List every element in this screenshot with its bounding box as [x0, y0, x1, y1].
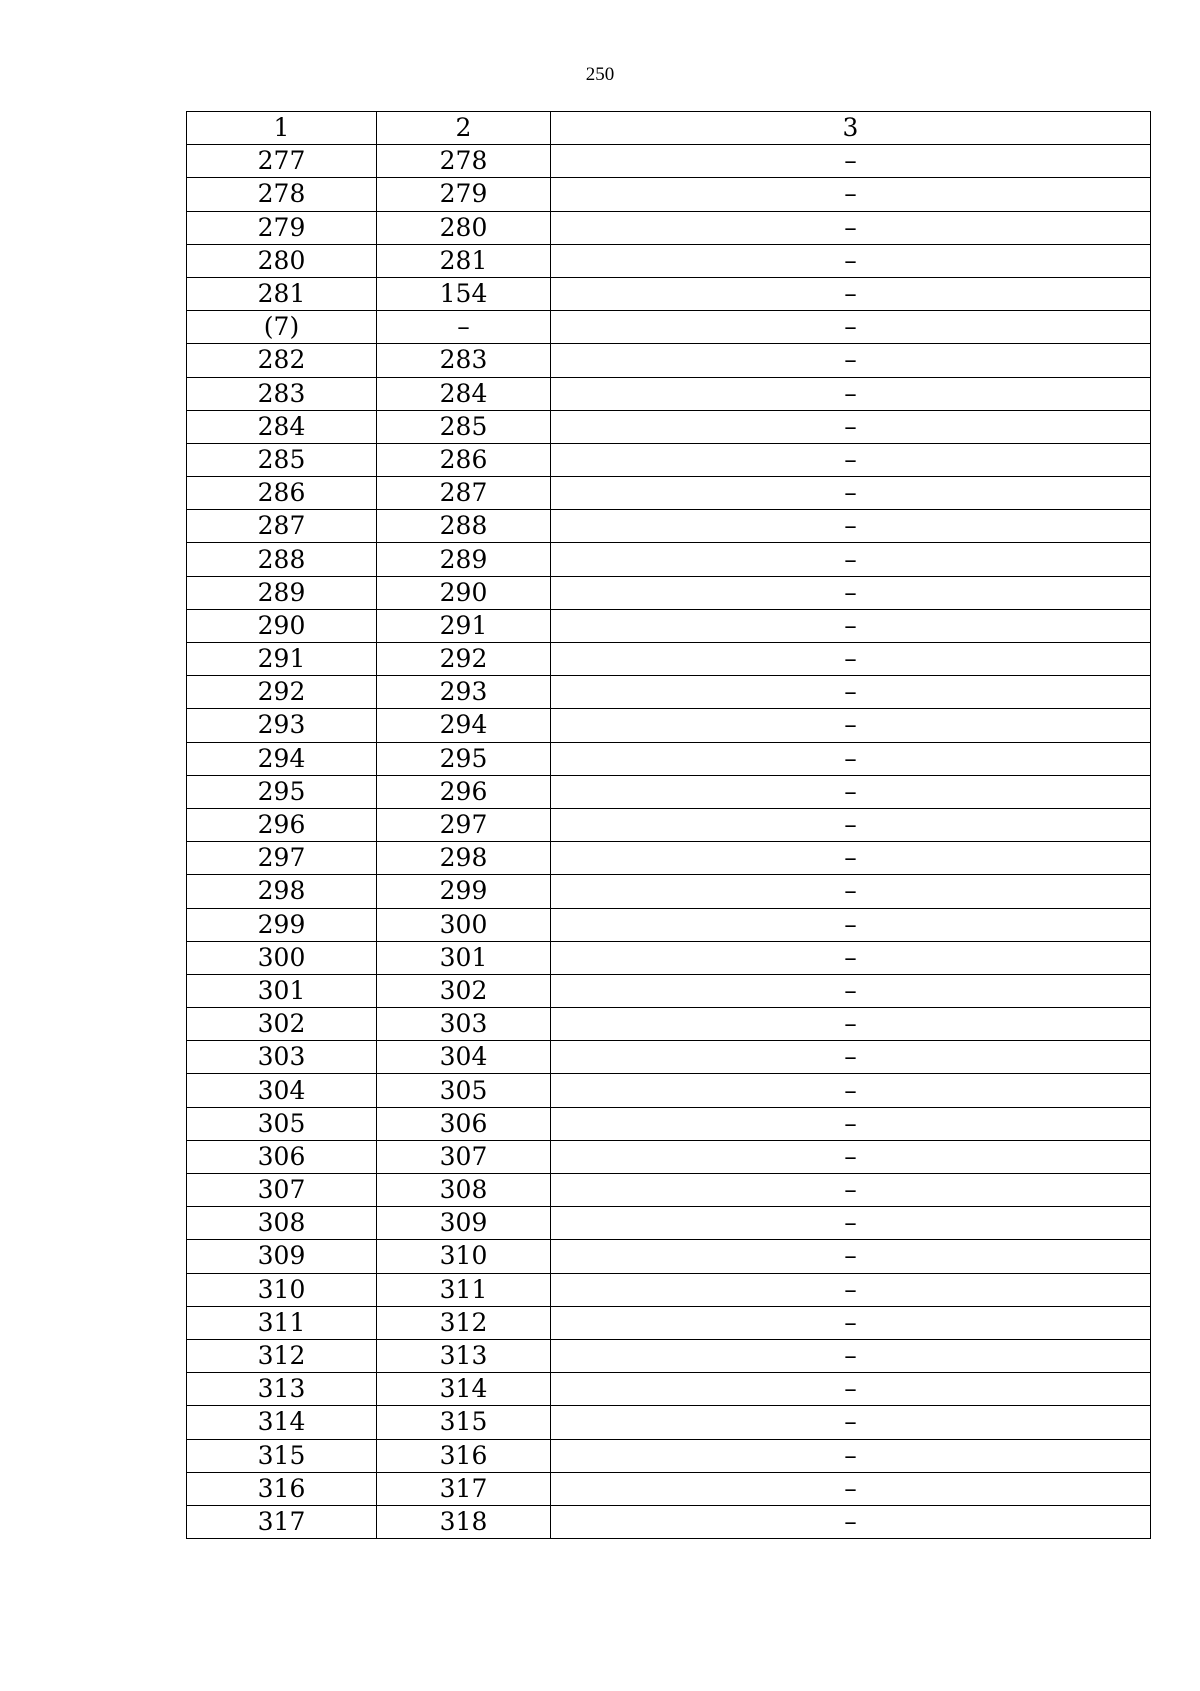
table-cell-col-2: 286 — [377, 443, 551, 476]
table-cell-col-2: 279 — [377, 178, 551, 211]
table-row — [187, 609, 1151, 642]
table-cell-col-1: 299 — [187, 908, 377, 941]
table-row — [187, 1505, 1151, 1538]
table-cell-col-1: 297 — [187, 842, 377, 875]
table-cell-col-1: 286 — [187, 477, 377, 510]
table-cell-col-2: 304 — [377, 1041, 551, 1074]
table-cell-col-1: 290 — [187, 609, 377, 642]
table-cell-col-3: – — [551, 344, 1151, 377]
table-cell-col-3: – — [551, 1273, 1151, 1306]
table-cell-col-1: 281 — [187, 277, 377, 310]
table-container — [186, 111, 1150, 1539]
table-cell-col-3: – — [551, 808, 1151, 841]
table-row — [187, 211, 1151, 244]
table-cell-col-2: 301 — [377, 941, 551, 974]
table-row — [187, 742, 1151, 775]
table-row — [187, 477, 1151, 510]
table-cell-col-3: – — [551, 510, 1151, 543]
table-row — [187, 1140, 1151, 1173]
table-cell-col-3: – — [551, 311, 1151, 344]
table-cell-col-3: – — [551, 908, 1151, 941]
column-header-3: 3 — [551, 112, 1151, 145]
table-row — [187, 344, 1151, 377]
table-cell-col-2: 305 — [377, 1074, 551, 1107]
table-cell-col-1: 288 — [187, 543, 377, 576]
table-cell-col-1: 305 — [187, 1107, 377, 1140]
table-cell-col-3: – — [551, 742, 1151, 775]
table-cell-col-3: – — [551, 875, 1151, 908]
table-cell-col-1: (7) — [187, 311, 377, 344]
table-cell-col-1: 304 — [187, 1074, 377, 1107]
table-cell-col-1: 282 — [187, 344, 377, 377]
table-cell-col-2: 284 — [377, 377, 551, 410]
table-cell-col-2: 318 — [377, 1505, 551, 1538]
table-cell-col-3: – — [551, 576, 1151, 609]
table-cell-col-2: 294 — [377, 709, 551, 742]
table-row — [187, 775, 1151, 808]
table-cell-col-3: – — [551, 211, 1151, 244]
table-cell-col-2: 283 — [377, 344, 551, 377]
table-cell-col-3: – — [551, 1505, 1151, 1538]
table-cell-col-1: 313 — [187, 1373, 377, 1406]
table-cell-col-1: 306 — [187, 1140, 377, 1173]
table-row — [187, 1339, 1151, 1372]
table-row — [187, 1472, 1151, 1505]
table-cell-col-3: – — [551, 842, 1151, 875]
data-table — [186, 111, 1151, 1539]
table-row — [187, 1439, 1151, 1472]
table-cell-col-3: – — [551, 145, 1151, 178]
table-cell-col-1: 293 — [187, 709, 377, 742]
table-cell-col-2: 300 — [377, 908, 551, 941]
table-row — [187, 1174, 1151, 1207]
table-cell-col-2: 291 — [377, 609, 551, 642]
table-cell-col-2: 316 — [377, 1439, 551, 1472]
table-row — [187, 643, 1151, 676]
table-cell-col-2: 287 — [377, 477, 551, 510]
table-cell-col-3: – — [551, 1008, 1151, 1041]
table-row — [187, 1406, 1151, 1439]
table-cell-col-1: 310 — [187, 1273, 377, 1306]
table-header-row — [187, 112, 1151, 145]
table-cell-col-3: – — [551, 543, 1151, 576]
table-row — [187, 1207, 1151, 1240]
table-cell-col-3: – — [551, 941, 1151, 974]
table-row — [187, 410, 1151, 443]
table-cell-col-3: – — [551, 1439, 1151, 1472]
table-cell-col-2: 288 — [377, 510, 551, 543]
table-cell-col-3: – — [551, 178, 1151, 211]
table-cell-col-1: 309 — [187, 1240, 377, 1273]
table-cell-col-2: 314 — [377, 1373, 551, 1406]
table-cell-col-2: 278 — [377, 145, 551, 178]
table-body — [187, 145, 1151, 1539]
table-row — [187, 178, 1151, 211]
table-row — [187, 842, 1151, 875]
table-cell-col-2: 299 — [377, 875, 551, 908]
table-cell-col-2: 315 — [377, 1406, 551, 1439]
table-row — [187, 277, 1151, 310]
table-cell-col-1: 303 — [187, 1041, 377, 1074]
table-cell-col-2: 313 — [377, 1339, 551, 1372]
table-cell-col-2: 281 — [377, 244, 551, 277]
table-cell-col-2: 154 — [377, 277, 551, 310]
table-cell-col-1: 279 — [187, 211, 377, 244]
table-cell-col-3: – — [551, 974, 1151, 1007]
table-row — [187, 576, 1151, 609]
table-row — [187, 1240, 1151, 1273]
table-cell-col-1: 294 — [187, 742, 377, 775]
table-row — [187, 443, 1151, 476]
table-cell-col-1: 295 — [187, 775, 377, 808]
table-cell-col-1: 292 — [187, 676, 377, 709]
table-cell-col-2: 302 — [377, 974, 551, 1007]
table-cell-col-3: – — [551, 244, 1151, 277]
table-cell-col-1: 301 — [187, 974, 377, 1007]
table-cell-col-2: 289 — [377, 543, 551, 576]
table-cell-col-3: – — [551, 643, 1151, 676]
table-cell-col-1: 284 — [187, 410, 377, 443]
table-cell-col-3: – — [551, 775, 1151, 808]
table-cell-col-3: – — [551, 443, 1151, 476]
table-cell-col-2: 311 — [377, 1273, 551, 1306]
table-cell-col-3: – — [551, 1174, 1151, 1207]
table-cell-col-2: 306 — [377, 1107, 551, 1140]
table-cell-col-2: 295 — [377, 742, 551, 775]
table-cell-col-2: 280 — [377, 211, 551, 244]
table-cell-col-2: 296 — [377, 775, 551, 808]
table-cell-col-2: 298 — [377, 842, 551, 875]
table-cell-col-2: 307 — [377, 1140, 551, 1173]
table-row — [187, 1008, 1151, 1041]
table-cell-col-1: 298 — [187, 875, 377, 908]
table-cell-col-2: 303 — [377, 1008, 551, 1041]
table-cell-col-1: 314 — [187, 1406, 377, 1439]
table-cell-col-2: 292 — [377, 643, 551, 676]
table-cell-col-3: – — [551, 1406, 1151, 1439]
table-cell-col-3: – — [551, 1107, 1151, 1140]
table-cell-col-3: – — [551, 377, 1151, 410]
table-cell-col-2: – — [377, 311, 551, 344]
table-cell-col-3: – — [551, 1472, 1151, 1505]
table-cell-col-1: 300 — [187, 941, 377, 974]
table-row — [187, 808, 1151, 841]
table-cell-col-2: 293 — [377, 676, 551, 709]
table-cell-col-1: 302 — [187, 1008, 377, 1041]
table-row — [187, 145, 1151, 178]
table-row — [187, 1306, 1151, 1339]
table-row — [187, 974, 1151, 1007]
table-row — [187, 377, 1151, 410]
table-cell-col-3: – — [551, 410, 1151, 443]
table-row — [187, 543, 1151, 576]
table-cell-col-2: 308 — [377, 1174, 551, 1207]
table-cell-col-1: 285 — [187, 443, 377, 476]
table-row — [187, 1273, 1151, 1306]
table-cell-col-2: 285 — [377, 410, 551, 443]
table-row — [187, 709, 1151, 742]
table-cell-col-1: 289 — [187, 576, 377, 609]
table-cell-col-1: 311 — [187, 1306, 377, 1339]
table-cell-col-2: 310 — [377, 1240, 551, 1273]
table-cell-col-3: – — [551, 676, 1151, 709]
table-cell-col-3: – — [551, 1041, 1151, 1074]
table-cell-col-3: – — [551, 1240, 1151, 1273]
table-cell-col-2: 317 — [377, 1472, 551, 1505]
table-cell-col-1: 283 — [187, 377, 377, 410]
table-cell-col-3: – — [551, 1074, 1151, 1107]
table-cell-col-3: – — [551, 609, 1151, 642]
table-cell-col-3: – — [551, 1140, 1151, 1173]
table-row — [187, 311, 1151, 344]
table-row — [187, 676, 1151, 709]
column-header-2: 2 — [377, 112, 551, 145]
table-row — [187, 908, 1151, 941]
table-cell-col-1: 287 — [187, 510, 377, 543]
table-cell-col-3: – — [551, 477, 1151, 510]
table-cell-col-3: – — [551, 1339, 1151, 1372]
table-cell-col-1: 296 — [187, 808, 377, 841]
table-cell-col-3: – — [551, 277, 1151, 310]
table-row — [187, 510, 1151, 543]
table-row — [187, 1373, 1151, 1406]
table-cell-col-1: 307 — [187, 1174, 377, 1207]
table-cell-col-2: 297 — [377, 808, 551, 841]
table-cell-col-1: 308 — [187, 1207, 377, 1240]
table-cell-col-1: 317 — [187, 1505, 377, 1538]
table-row — [187, 1074, 1151, 1107]
table-cell-col-3: – — [551, 1373, 1151, 1406]
table-row — [187, 1107, 1151, 1140]
table-cell-col-1: 277 — [187, 145, 377, 178]
table-cell-col-1: 278 — [187, 178, 377, 211]
table-cell-col-1: 280 — [187, 244, 377, 277]
table-cell-col-2: 309 — [377, 1207, 551, 1240]
table-row — [187, 875, 1151, 908]
table-row — [187, 941, 1151, 974]
table-cell-col-1: 312 — [187, 1339, 377, 1372]
table-row — [187, 244, 1151, 277]
table-cell-col-3: – — [551, 1306, 1151, 1339]
page-number: 250 — [585, 64, 615, 85]
table-cell-col-2: 290 — [377, 576, 551, 609]
table-row — [187, 1041, 1151, 1074]
table-cell-col-3: – — [551, 709, 1151, 742]
column-header-1: 1 — [187, 112, 377, 145]
table-cell-col-3: – — [551, 1207, 1151, 1240]
table-cell-col-2: 312 — [377, 1306, 551, 1339]
table-cell-col-1: 316 — [187, 1472, 377, 1505]
table-cell-col-1: 291 — [187, 643, 377, 676]
table-cell-col-1: 315 — [187, 1439, 377, 1472]
